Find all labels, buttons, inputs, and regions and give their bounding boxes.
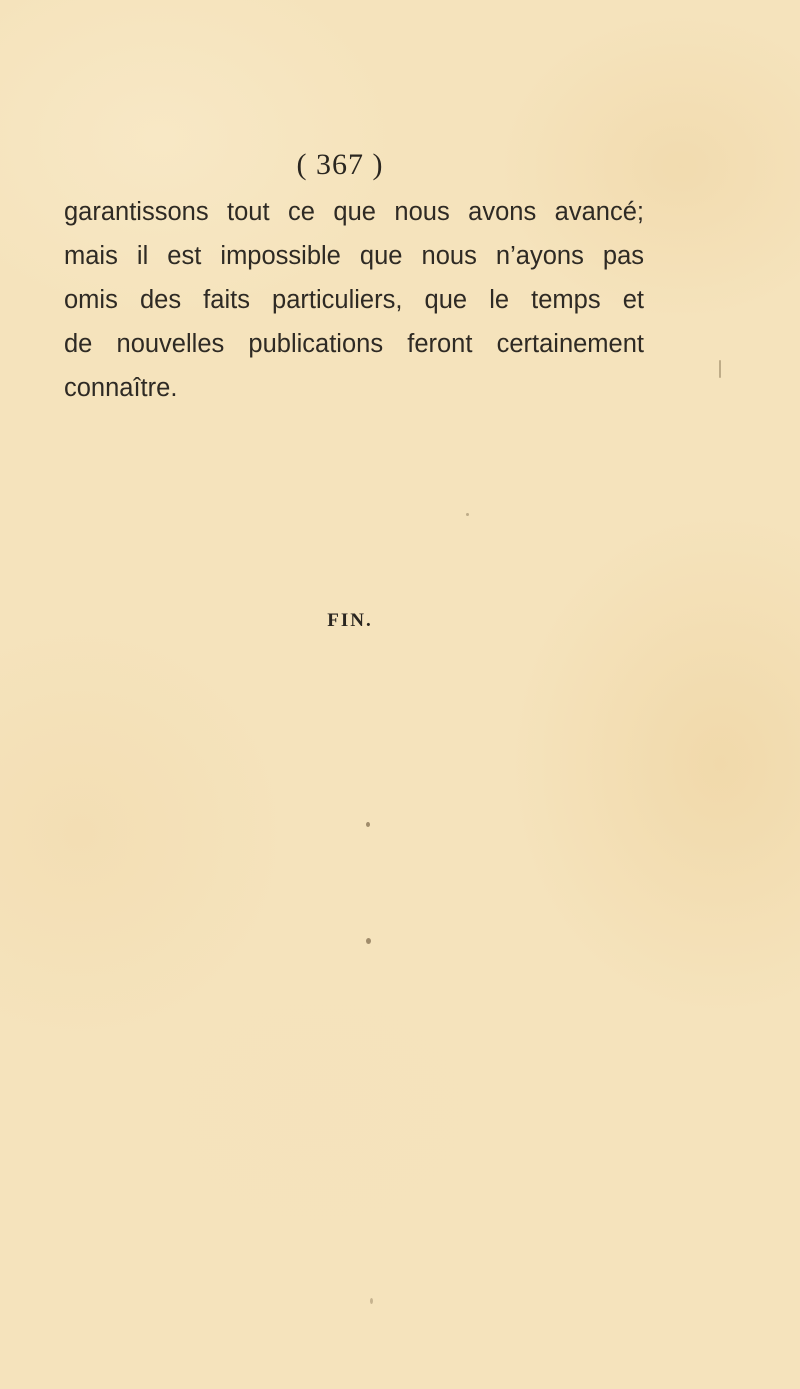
paper-speck (366, 822, 370, 827)
body-text (64, 190, 644, 410)
paper-speck (370, 1298, 373, 1304)
text-line: garantissons tout ce que nous avons avancé; (64, 198, 644, 226)
text-line: omis des faits particuliers, que le temps et (64, 286, 644, 314)
paper-speck (466, 513, 469, 516)
page-number: ( 367 ) (296, 148, 384, 181)
text-line: de nouvelles publications feront certainement (64, 330, 644, 358)
end-mark: FIN. (327, 610, 373, 631)
text-line: mais il est impossible que nous n’ayons pas (64, 242, 644, 270)
text-line: connaître. (64, 374, 178, 402)
paper-speck (719, 360, 721, 378)
paper-speck (366, 938, 371, 944)
